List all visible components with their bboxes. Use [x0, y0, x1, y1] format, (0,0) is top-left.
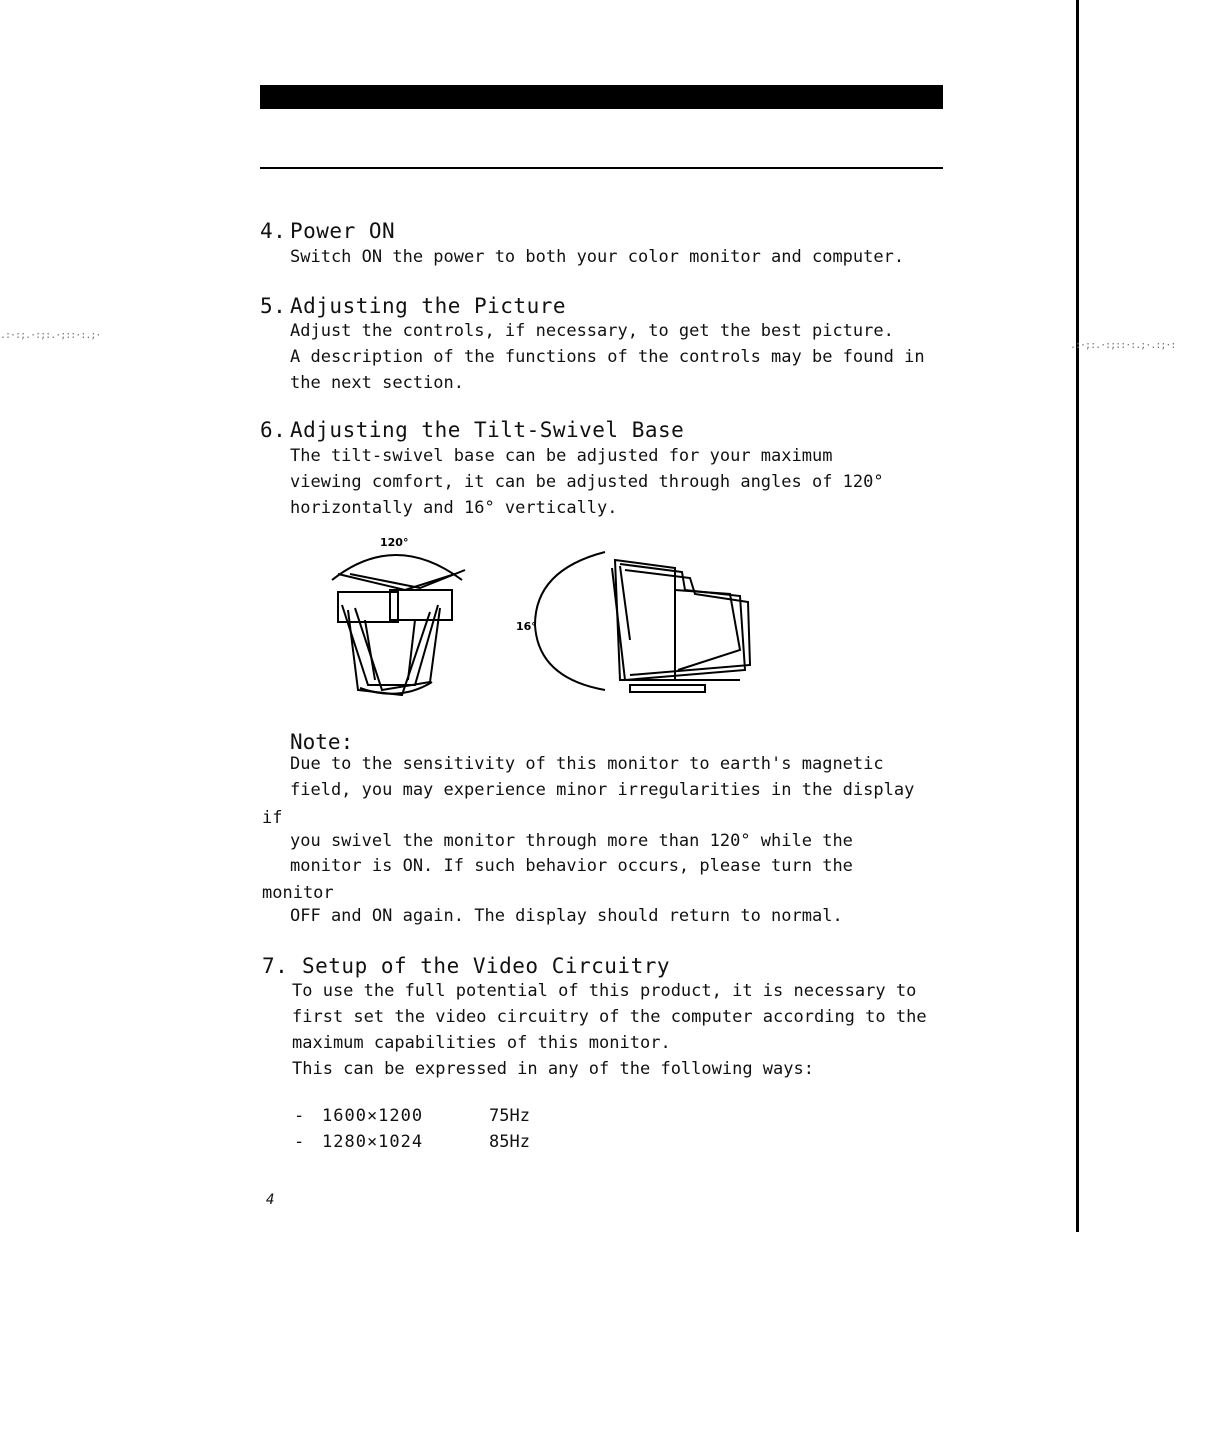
video-mode-row	[294, 1132, 530, 1152]
header-bar	[260, 85, 943, 109]
section-6-text	[290, 443, 884, 521]
text-line: A description of the functions of the controls may be found in	[290, 347, 925, 367]
text-line: To use the full potential of this product, it is necessary to	[292, 981, 917, 1001]
list-dash: -	[294, 1106, 305, 1126]
section-number: 7.	[262, 954, 289, 978]
section-7-text	[292, 978, 927, 1082]
section-number: 6.	[260, 418, 287, 442]
text-line: maximum capabilities of this monitor.	[292, 1033, 671, 1053]
section-5-text	[290, 318, 925, 396]
text-line: Adjust the controls, if necessary, to get the best picture.	[290, 321, 894, 341]
side-angle-label: 16°	[516, 620, 537, 633]
scan-noise-left: .:·:;.·:;:.·;::·:.;·	[0, 330, 101, 341]
text-line: viewing comfort, it can be adjusted through angles of 120°	[290, 472, 884, 492]
section-title: Adjusting the Picture	[290, 294, 567, 318]
note-line: monitor	[262, 883, 334, 903]
section-number: 5.	[260, 294, 287, 318]
section-title: Setup of the Video Circuitry	[302, 954, 671, 978]
mode-resolution: 1600×1200	[322, 1106, 424, 1126]
section-7-heading	[262, 954, 670, 978]
text-line: first set the video circuitry of the computer according to the	[292, 1007, 927, 1027]
mode-refresh: 75Hz	[489, 1106, 530, 1126]
note-line: you swivel the monitor through more than 120° while the	[290, 831, 853, 851]
section-5-heading	[260, 294, 566, 318]
note-line: field, you may experience minor irregularities in the display	[290, 780, 915, 800]
note-line: OFF and ON again. The display should return to normal.	[290, 906, 843, 926]
mode-resolution: 1280×1024	[322, 1132, 424, 1152]
note-line: Due to the sensitivity of this monitor to earth's magnetic	[290, 754, 884, 774]
note-line: monitor is ON. If such behavior occurs, please turn the	[290, 856, 853, 876]
scan-noise-right: .:·;:.·:;::·:.;·.:;·:	[1070, 340, 1176, 351]
text-line: horizontally and 16° vertically.	[290, 498, 618, 518]
section-title: Power ON	[290, 219, 396, 243]
header-rule	[260, 167, 943, 169]
section-title: Adjusting the Tilt-Swivel Base	[290, 418, 685, 442]
note-line: if	[262, 808, 283, 828]
section-4-heading	[260, 219, 395, 243]
text-line: The tilt-swivel base can be adjusted for your maximum	[290, 446, 833, 466]
list-dash: -	[294, 1132, 305, 1152]
section-6-heading	[260, 418, 684, 442]
tilt-swivel-figure	[320, 530, 790, 710]
front-view-monitor-illustration	[332, 555, 465, 695]
text-line: This can be expressed in any of the following ways:	[292, 1059, 814, 1079]
section-4-text: Switch ON the power to both your color monitor and computer.	[290, 247, 905, 267]
video-mode-row	[294, 1106, 530, 1126]
note-heading: Note:	[290, 730, 354, 754]
page-edge-rule	[1076, 0, 1079, 1232]
page-number: 4	[266, 1192, 275, 1208]
front-angle-label: 120°	[380, 536, 409, 549]
text-line: the next section.	[290, 373, 464, 393]
side-view-monitor-illustration	[535, 552, 750, 692]
section-number: 4.	[260, 219, 287, 243]
mode-refresh: 85Hz	[489, 1132, 530, 1152]
